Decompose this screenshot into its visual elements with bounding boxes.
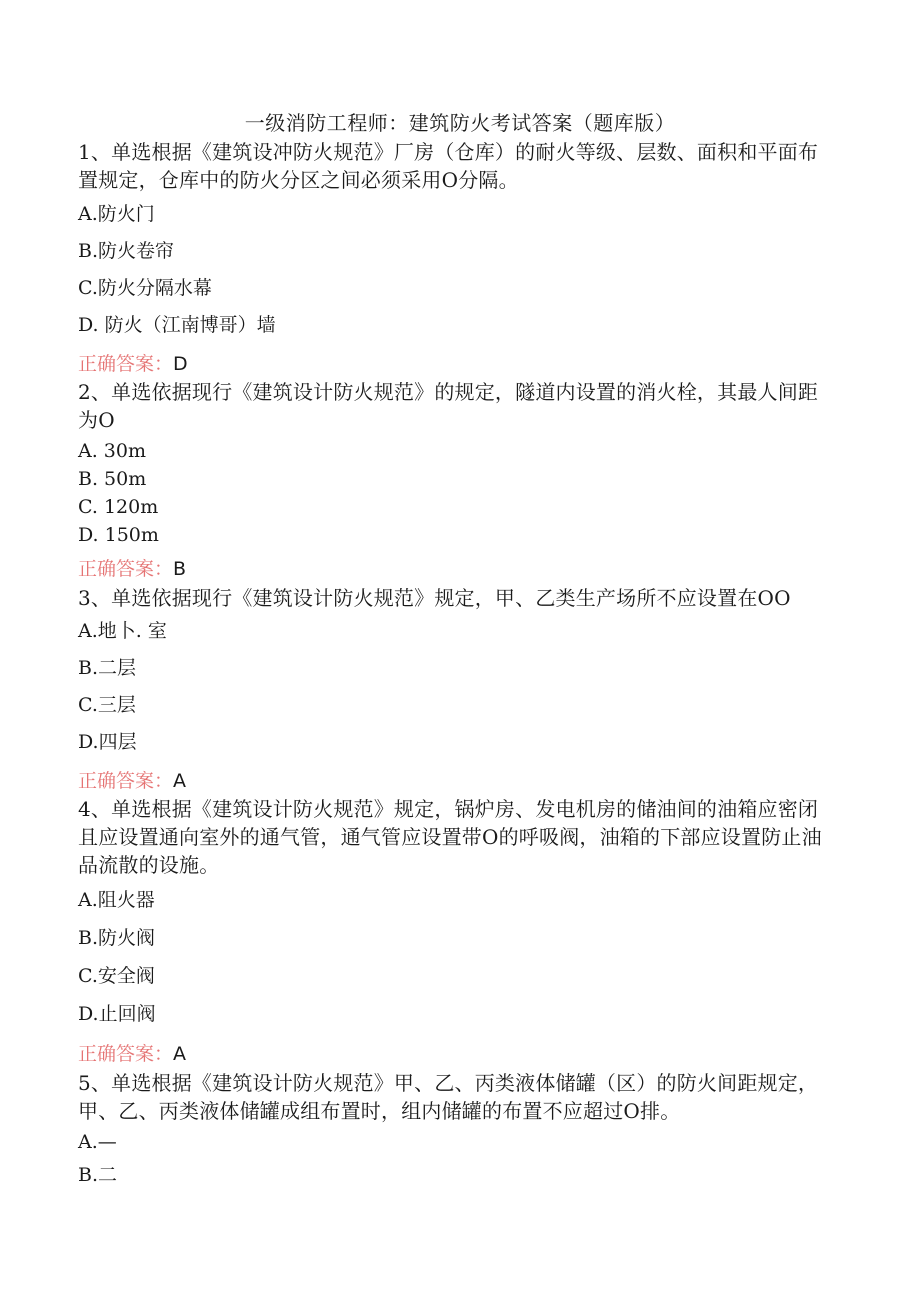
question-4-text: 4、单选根据《建筑设计防火规范》规定，锅炉房、发电机房的储油间的油箱应密闭且应设置通向室外的通气管，通气管应设置带O的呼吸阀，油箱的下部应设置防止油品流散的设施。 [78, 797, 822, 877]
answer-label: 正确答案： [78, 1043, 174, 1065]
question-3-option-a: A.地卜. 室 [78, 620, 167, 642]
question-3-answer [78, 768, 186, 794]
question-2-option-b: B. 50m [78, 468, 147, 490]
question-2-answer [78, 556, 186, 582]
answer-label: 正确答案： [78, 558, 174, 580]
question-1-option-a: A.防火门 [78, 203, 155, 225]
question-5-option-b: B.二 [78, 1164, 118, 1186]
document-title: 一级消防工程师：建筑防火考试答案（题库版） [244, 111, 676, 135]
question-1-option-b: B.防火卷帘 [78, 240, 175, 262]
question-5-text: 5、单选根据《建筑设计防火规范》甲、乙、丙类液体储罐（区）的防火间距规定，甲、乙、丙类液体储罐成组布置时，组内储罐的布置不应超过O排。 [78, 1071, 819, 1123]
question-3-option-c: C.三层 [78, 694, 136, 716]
question-2-text: 2、单选依据现行《建筑设计防火规范》的规定，隧道内设置的消火栓，其最人间距为O [78, 380, 819, 432]
answer-value: A [173, 770, 187, 792]
question-3-text: 3、单选依据现行《建筑设计防火规范》规定，甲、乙类生产场所不应设置在OO [78, 586, 791, 610]
question-1-option-d: D. 防火（江南博哥）墙 [78, 314, 276, 336]
question-4-option-b: B.防火阀 [78, 927, 156, 949]
answer-label: 正确答案： [78, 770, 174, 792]
question-5-option-a: A.— [78, 1131, 117, 1153]
question-1-answer [78, 351, 188, 377]
answer-value: D [173, 353, 188, 375]
answer-label: 正确答案： [78, 353, 174, 375]
question-1-option-c: C.防火分隔水幕 [78, 277, 212, 299]
question-4-option-d: D.止回阀 [78, 1003, 156, 1025]
question-4-option-a: A.阻火器 [78, 889, 155, 911]
question-2-option-d: D. 150m [78, 524, 159, 546]
question-3-option-b: B.二层 [78, 657, 137, 679]
question-2-option-c: C. 120m [78, 496, 159, 518]
question-4-option-c: C.安全阀 [78, 965, 155, 987]
question-3-option-d: D.四层 [78, 731, 137, 753]
question-4-answer [78, 1041, 186, 1067]
question-1-text: 1、单选根据《建筑设冲防火规范》厂房（仓库）的耐火等级、层数、面积和平面布置规定，仓库中的防火分区之间必须采用O分隔。 [78, 140, 819, 192]
answer-value: B [173, 558, 187, 580]
answer-value: A [173, 1043, 187, 1065]
question-2-option-a: A. 30m [78, 440, 146, 462]
